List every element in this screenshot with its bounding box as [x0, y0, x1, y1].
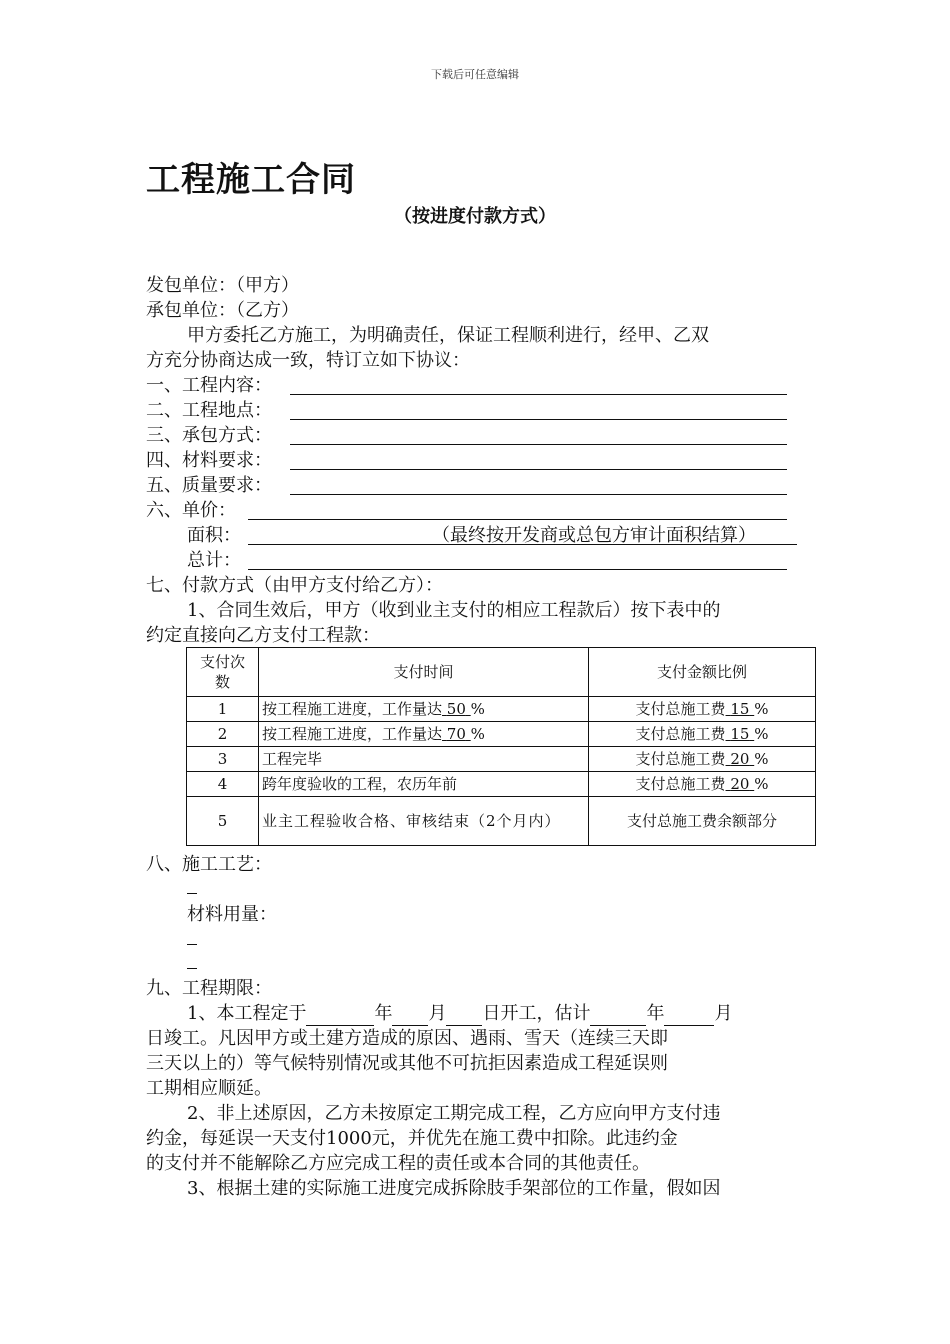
row-no: 3 — [187, 747, 259, 772]
term-2-line-1: 2、非上述原因，乙方未按原定工期完成工程，乙方应向甲方支付违 — [187, 1103, 721, 1124]
header-payment-time: 支付时间 — [259, 648, 589, 697]
start-year-blank[interactable] — [306, 1005, 374, 1026]
row-amount-value[interactable]: 15 — [730, 725, 750, 743]
item-location-label: 二、工程地点： — [146, 400, 272, 421]
row-no: 2 — [187, 722, 259, 747]
party-b-label: 承包单位：（乙方） — [146, 300, 299, 321]
item-method-label: 三、承包方式： — [146, 425, 272, 446]
table-row — [187, 797, 816, 846]
row-time — [259, 697, 589, 722]
item-price-blank[interactable] — [248, 519, 787, 520]
end-month-blank[interactable] — [664, 1005, 714, 1026]
item-total-label: 总计： — [187, 550, 241, 571]
intro-line-1: 甲方委托乙方施工，为明确责任，保证工程顺利进行，经甲、乙双 — [187, 325, 709, 346]
header-payment-no: 支付次数 — [187, 648, 259, 697]
payment-clause-1b: 约定直接向乙方支付工程款： — [146, 625, 380, 646]
start-month-blank[interactable] — [392, 1005, 428, 1026]
row-amount: 支付总施工费 20 % — [589, 747, 816, 772]
row-amount: 支付总施工费 15 % — [589, 697, 816, 722]
table-row — [187, 747, 816, 772]
row-time-text: 按工程施工进度，工作量达 — [262, 700, 443, 718]
item-quality-label: 五、质量要求： — [146, 475, 272, 496]
party-a-label: 发包单位：（甲方） — [146, 275, 299, 296]
header-payment-ratio: 支付金额比例 — [589, 648, 816, 697]
payment-schedule-table — [186, 647, 816, 846]
start-day-blank[interactable] — [446, 1005, 482, 1026]
row-time — [259, 722, 589, 747]
download-note: 下载后可任意编辑 — [431, 68, 519, 81]
row-no: 1 — [187, 697, 259, 722]
row-time-value[interactable]: 70 — [446, 725, 466, 743]
item-quality-blank[interactable] — [290, 494, 787, 495]
row-amount-value[interactable]: 20 — [730, 775, 750, 793]
item-area-label: 面积： — [187, 525, 241, 546]
item-material-label: 四、材料要求： — [146, 450, 272, 471]
row-amount: 支付总施工费余额部分 — [589, 797, 816, 846]
section-8-label: 八、施工工艺： — [146, 854, 272, 875]
table-header-row — [187, 648, 816, 697]
row-time: 工程完毕 — [259, 747, 589, 772]
table-row — [187, 722, 816, 747]
row-time-value[interactable]: 50 — [446, 700, 466, 718]
contract-title: 工程施工合同 — [146, 160, 356, 200]
item-area-note: （最终按开发商或总包方审计面积结算） — [432, 525, 756, 546]
row-no: 4 — [187, 772, 259, 797]
term-1-line-4: 工期相应顺延。 — [146, 1078, 272, 1099]
row-time-text: 按工程施工进度，工作量达 — [262, 725, 443, 743]
term-3-line-1: 3、根据土建的实际施工进度完成拆除肢手架部位的工作量，假如因 — [187, 1178, 721, 1199]
row-time: 跨年度验收的工程，农历年前 — [259, 772, 589, 797]
row-time: 业主工程验收合格、审核结束（2个月内） — [259, 797, 589, 846]
item-content-label: 一、工程内容： — [146, 375, 272, 396]
section-8-blank[interactable] — [187, 893, 197, 894]
row-time-unit: % — [470, 700, 485, 718]
term-1-line-2: 日竣工。凡因甲方或土建方造成的原因、遇雨、雪天（连续三天即 — [146, 1028, 668, 1049]
term-2-line-2: 约金，每延误一天支付1000元，并优先在施工费中扣除。此违约金 — [146, 1128, 678, 1149]
item-material-blank[interactable] — [290, 469, 787, 470]
item-location-blank[interactable] — [290, 419, 787, 420]
material-usage-blank-1[interactable] — [187, 944, 197, 945]
payment-clause-1a: 1、合同生效后，甲方（收到业主支付的相应工程款后）按下表中的 — [187, 600, 721, 621]
row-no: 5 — [187, 797, 259, 846]
item-method-blank[interactable] — [290, 444, 787, 445]
row-amount-value[interactable]: 15 — [730, 700, 750, 718]
row-amount-value[interactable]: 20 — [730, 750, 750, 768]
end-year-blank[interactable] — [590, 1005, 646, 1026]
contract-subtitle: （按进度付款方式） — [394, 206, 556, 227]
term-1-line-3: 三天以上的）等气候特别情况或其他不可抗拒因素造成工程延误则 — [146, 1053, 668, 1074]
term-2-line-3: 的支付并不能解除乙方应完成工程的责任或本合同的其他责任。 — [146, 1153, 650, 1174]
row-amount: 支付总施工费 15 % — [589, 722, 816, 747]
item-payment-label: 七、付款方式（由甲方支付给乙方）： — [146, 575, 443, 596]
item-total-blank[interactable] — [248, 569, 787, 570]
row-amount: 支付总施工费 20 % — [589, 772, 816, 797]
intro-line-2: 方充分协商达成一致，特订立如下协议： — [146, 350, 470, 371]
material-usage-label: 材料用量： — [187, 904, 277, 925]
item-price-label: 六、单价： — [146, 500, 236, 521]
table-row — [187, 697, 816, 722]
section-9-label: 九、工程期限： — [146, 978, 272, 999]
item-content-blank[interactable] — [290, 394, 787, 395]
table-row — [187, 772, 816, 797]
material-usage-blank-2[interactable] — [187, 968, 197, 969]
row-time-unit: % — [470, 725, 485, 743]
term-1-start-line: 1、本工程定于 年 月 日开工，估计 年 月 — [187, 1003, 733, 1024]
